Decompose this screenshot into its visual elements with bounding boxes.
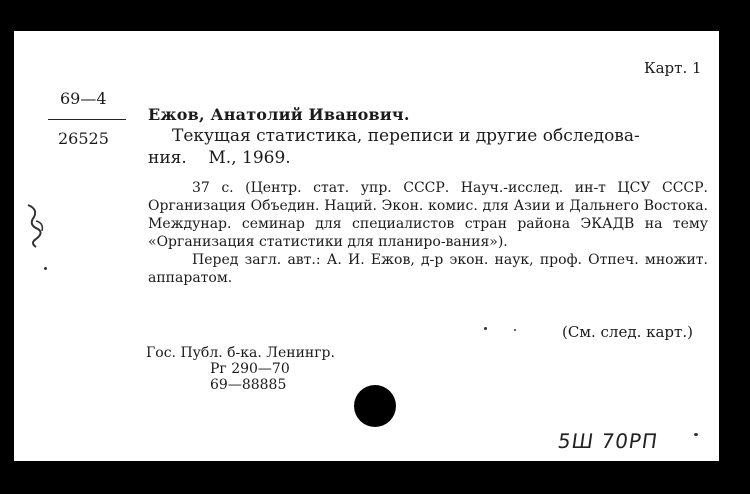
title-block <box>148 125 708 169</box>
title-line-1: Текущая статистика, переписи и другие обследова- <box>172 126 640 146</box>
handwritten-mark-icon <box>20 201 50 251</box>
card-number: Карт. 1 <box>644 59 702 77</box>
author-heading: Ежов, Анатолий Иванович. <box>148 105 410 124</box>
title-line-2: ния. М., 1969. <box>148 148 291 168</box>
punch-hole <box>354 385 396 427</box>
speck <box>514 329 516 331</box>
catalog-card <box>14 31 719 461</box>
handwritten-code: 5Ш 70РП <box>556 429 660 453</box>
speck <box>694 433 698 436</box>
catalog-code-1: Рг 290—70 <box>210 361 290 377</box>
inventory-number: 26525 <box>58 129 109 148</box>
description-block <box>148 179 708 287</box>
see-next-card: (См. след. карт.) <box>562 323 693 341</box>
shelfmark-divider <box>48 119 126 120</box>
speck <box>44 267 47 270</box>
physical-description: 37 с. (Центр. стат. упр. СССР. Науч.-исслед. ин-т ЦСУ СССР. Организация Объедин. Наций. Экон. комис. для Азии и Дальнего Востока. Междунар. семинар для специалистов стран района ЭКАДВ на тему «Организация статистики для планиро-вания»). <box>148 180 708 250</box>
author-note: Перед загл. авт.: А. И. Ежов, д-р экон. наук, проф. Отпеч. множит. аппаратом. <box>148 252 708 286</box>
catalog-code-2: 69—88885 <box>210 377 287 393</box>
speck <box>484 327 487 330</box>
shelfmark: 69—4 <box>60 89 107 108</box>
library-name: Гос. Публ. б-ка. Ленингр. <box>146 345 335 361</box>
